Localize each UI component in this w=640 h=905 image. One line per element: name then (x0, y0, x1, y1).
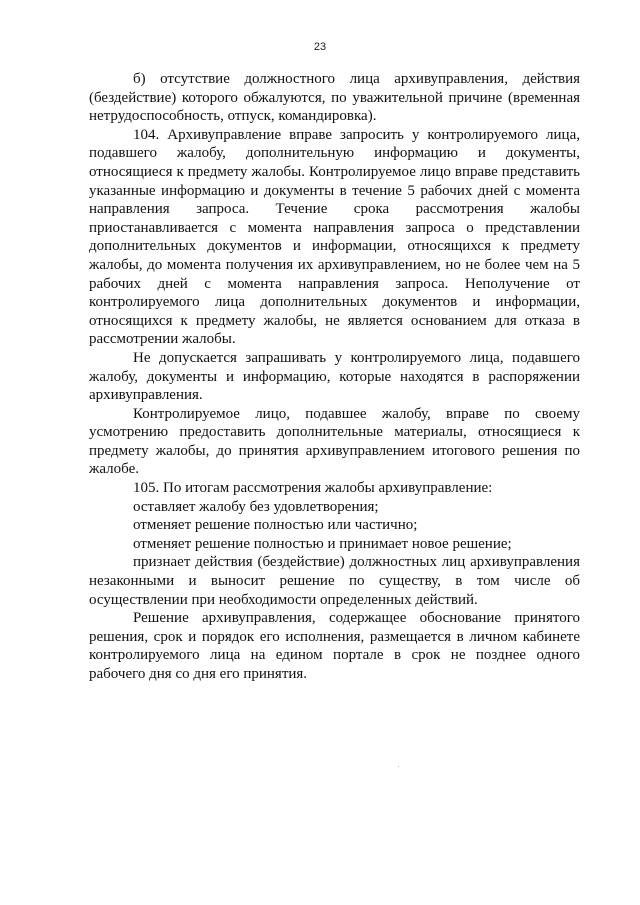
list-item-cancel-new-decision: отменяет решение полностью и принимает новое решение; (133, 535, 512, 552)
paragraph-decision-publication: Решение архивуправления, содержащее обоснование принятого решения, срок и порядок его исполнения, размещается в личном кабинете контролируемого лица на едином портале в срок не позднее одного рабочего дня со дня его принятия. (89, 610, 580, 682)
scan-speck (398, 766, 399, 767)
paragraph-no-request-allowed: Не допускается запрашивать у контролируемого лица, подавшего жалобу, документы и информацию, которые находятся в распоряжении архивуправления. (89, 349, 580, 404)
page-number: 23 (313, 41, 327, 53)
paragraph-104-request-documents: 104. Архивуправление вправе запросить у контролируемого лица, подавшего жалобу, дополнительную информацию и документы, относящиеся к предмету жалобы. Контролируемое лицо вправе представить указанные информацию и документы в течение 5 рабочих дней с момента направления запроса. Течение срока рассмотрения жалобы приостанавливается с момента направления запроса о представлении дополнительных документов и информации, относящихся к предмету жалобы, до момента получения их архивуправлением, но не более чем на 5 рабочих дней с момента направления запроса. Неполучение от контролируемого лица дополнительных документов и информации, относящихся к предмету жалобы, не является основанием для отказа в рассмотрении жалобы. (89, 126, 580, 348)
paragraph-105-results: 105. По итогам рассмотрения жалобы архивуправление: (133, 480, 493, 497)
list-item-leave-without-satisfaction: оставляет жалобу без удовлетворения; (133, 498, 379, 515)
list-item-cancel-partially: отменяет решение полностью или частично; (133, 517, 418, 534)
paragraph-absence-of-official: б) отсутствие должностного лица архивуправления, действия (бездействие) которого обжалуются, по уважительной причине (временная нетрудоспособность, отпуск, командировка). (89, 71, 580, 125)
list-item-declare-unlawful: признает действия (бездействие) должностных лиц архивуправления незаконными и выносит решение по существу, в том числе об осуществлении при необходимости определенных действий. (89, 554, 580, 608)
paragraph-additional-materials: Контролируемое лицо, подавшее жалобу, вправе по своему усмотрению предоставить дополнительные материалы, относящиеся к предмету жалобы, до принятия архивуправлением итогового решения по жалобе. (89, 405, 580, 478)
document-body (89, 70, 580, 684)
